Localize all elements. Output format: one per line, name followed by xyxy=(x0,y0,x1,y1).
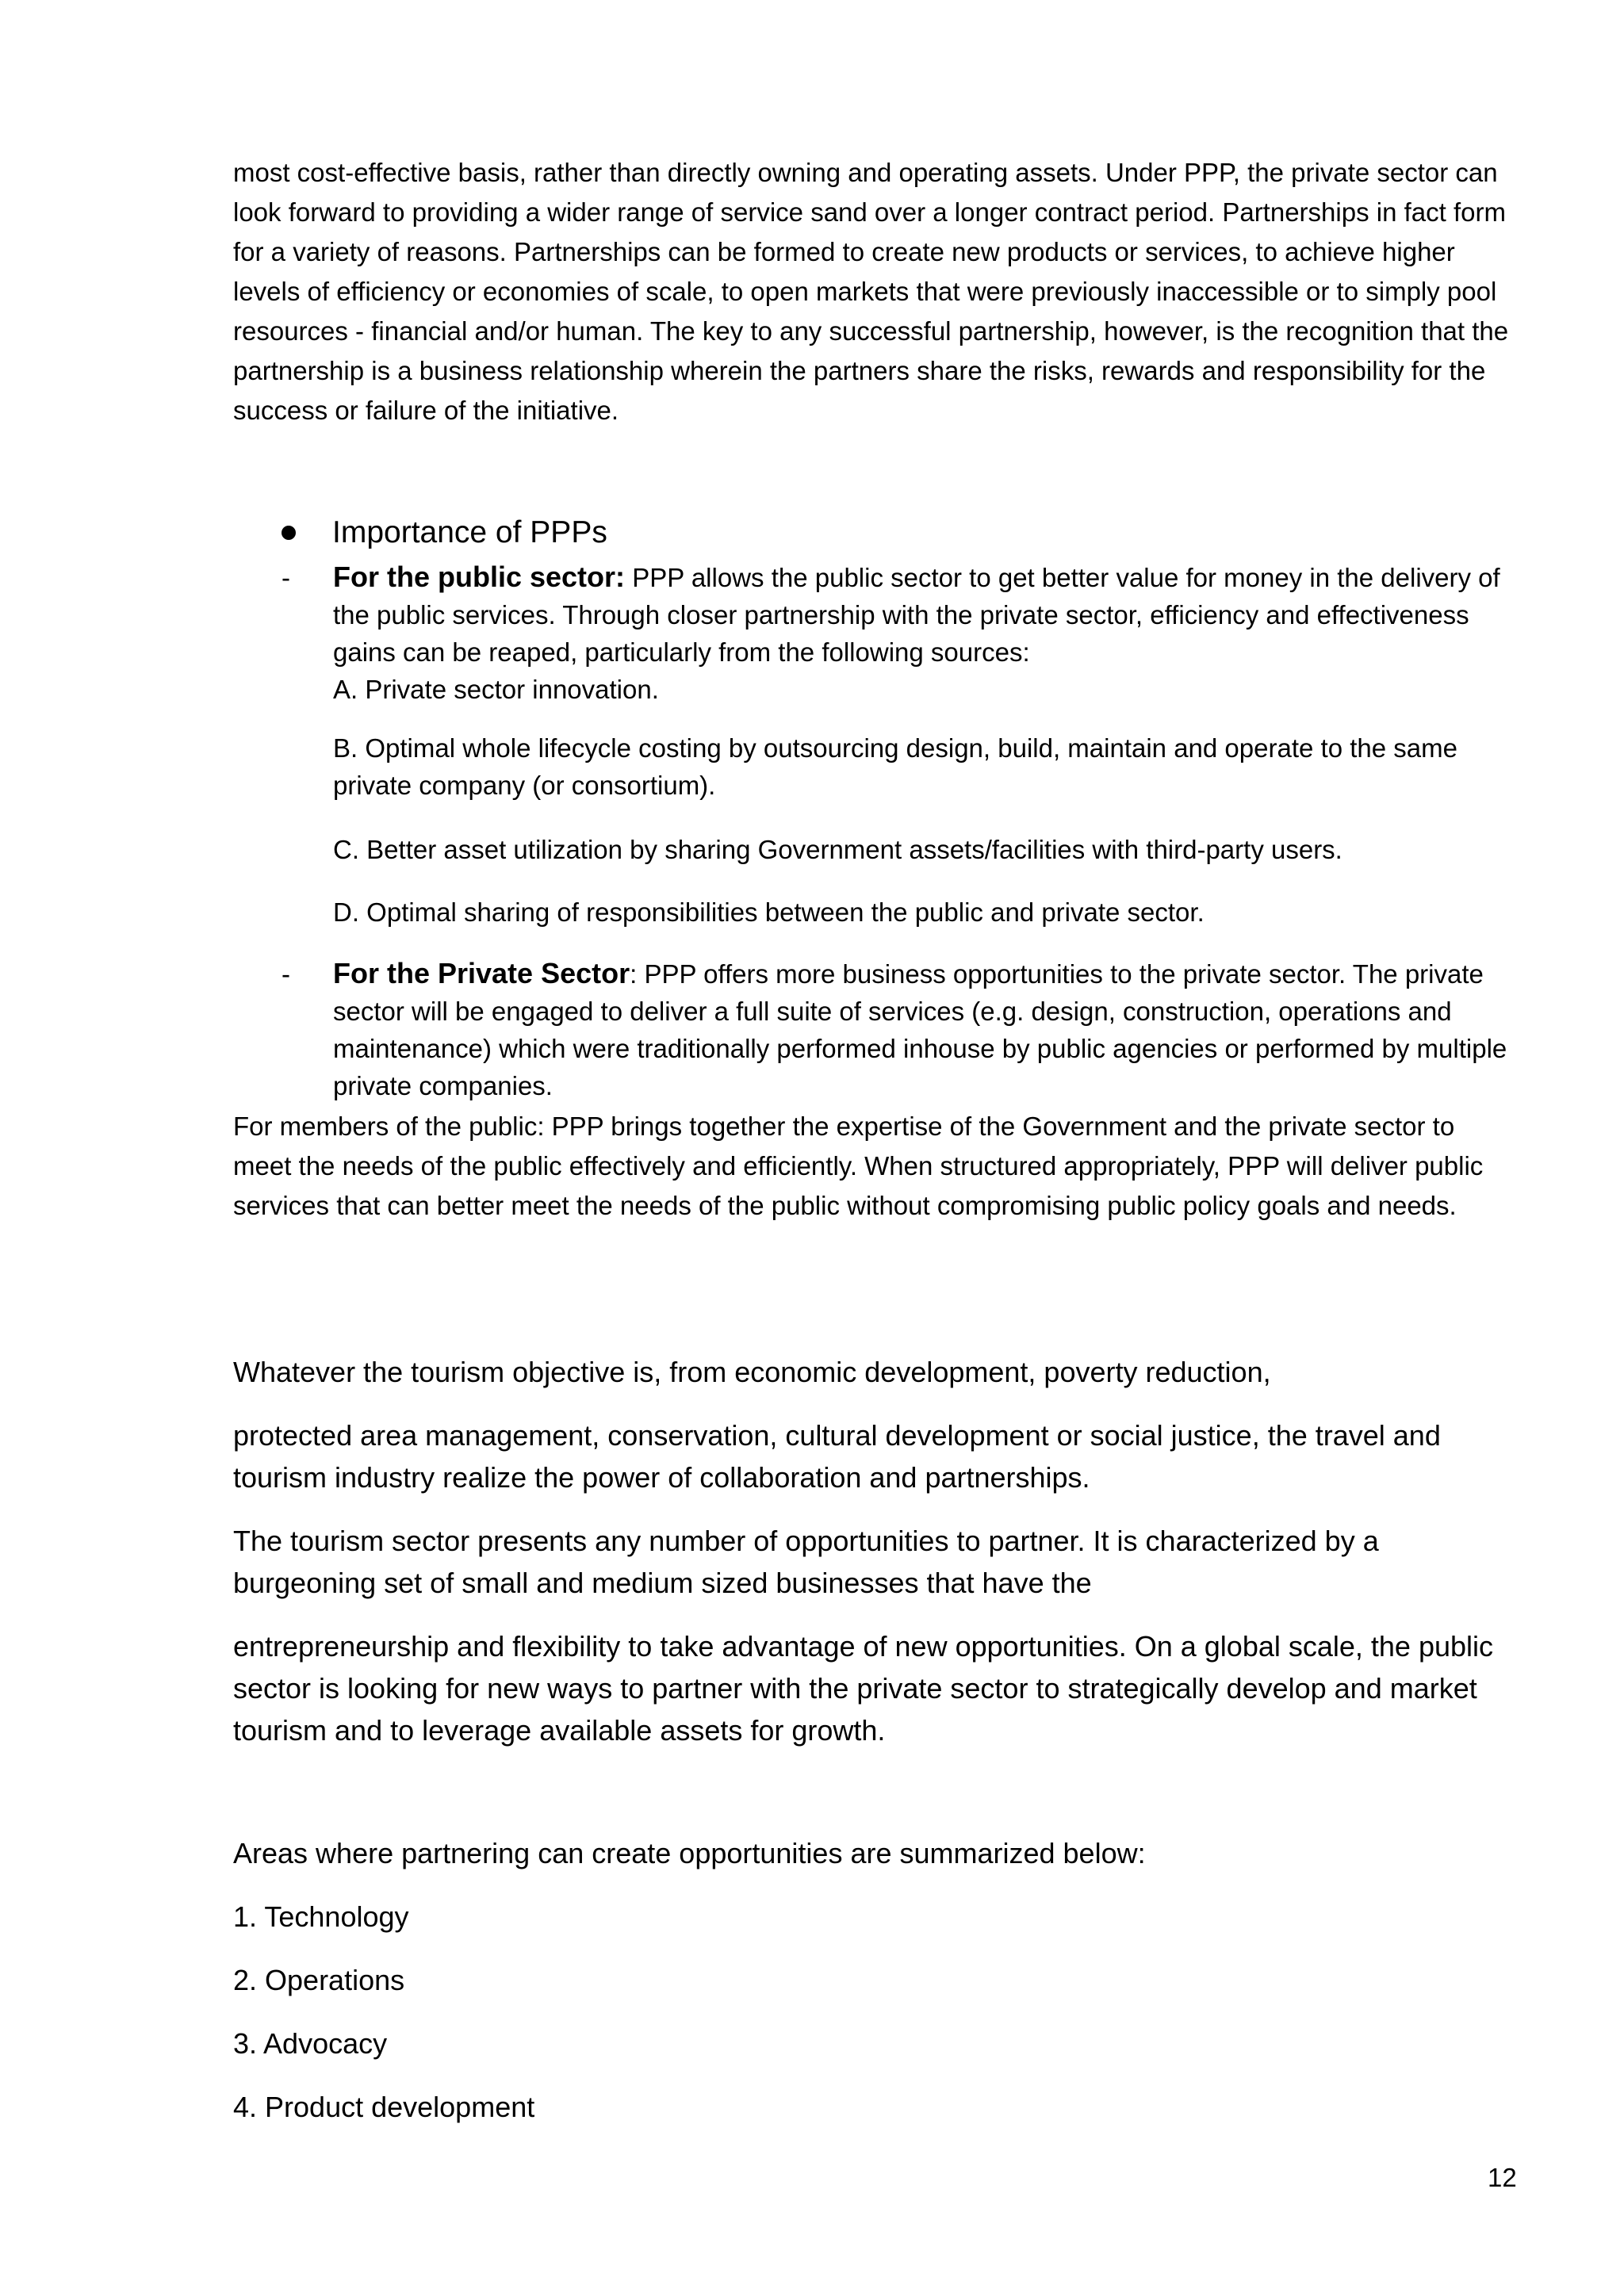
members-paragraph xyxy=(233,1107,1518,1226)
bullet-icon xyxy=(282,526,296,540)
public-sector-text: PPP allows the public sector to get better value for money in the delivery of the public services. Through closer partnership with the private sector, efficiency and effectiveness gains can be reaped, particularly from the following sources: xyxy=(333,563,1500,667)
tourism-paragraph-2 xyxy=(233,1414,1518,1498)
public-sector-item-c: C. Better asset utilization by sharing Government assets/facilities with third-party users. xyxy=(333,835,1342,864)
private-sector-label: For the Private Sector xyxy=(333,957,630,989)
areas-item-advocacy: 3. Advocacy xyxy=(233,2027,388,2060)
tourism-text-2: protected area management, conservation, cultural development or social justice, the travel and tourism industry realize the power of collaboration and partnerships. xyxy=(233,1419,1441,1494)
members-text: For members of the public: PPP brings together the expertise of the Government and the private sector to meet the needs of the public effectively and efficiently. When structured appropriately, PPP will deliver public services that can better meet the needs of the public without compromising public policy goals and needs. xyxy=(233,1112,1484,1220)
public-sector-paragraph xyxy=(333,558,1522,671)
dash-marker-private: - xyxy=(282,959,290,989)
tourism-text-1: Whatever the tourism objective is, from economic development, poverty reduction, xyxy=(233,1356,1271,1388)
areas-item-operations: 2. Operations xyxy=(233,1964,405,1996)
public-sector-item xyxy=(333,558,1522,708)
intro-text: most cost-effective basis, rather than directly owning and operating assets. Under PPP, the private sector can look forward to providing a wider range of service sand over a longer contract period. Partnerships in fact form for a variety of reasons. Partnerships can be formed to create new products or services, to achieve higher levels of efficiency or economies of scale, to open markets that were previously inaccessible or to simply pool resources - financial and/or human. The key to any successful partnership, however, is the recognition that the partnership is a business relationship wherein the partners share the risks, rewards and responsibility for the success or failure of the initiative. xyxy=(233,158,1509,425)
intro-paragraph xyxy=(233,153,1518,430)
private-sector-paragraph xyxy=(333,955,1522,1104)
private-sector-text: : PPP offers more business opportunities to the private sector. The private sector will be engaged to deliver a full suite of services (e.g. design, construction, operations and maintenance) which were traditionally performed inhouse by public agencies or performed by multiple private companies. xyxy=(333,959,1507,1100)
public-sector-item-d: D. Optimal sharing of responsibilities between the public and private sector. xyxy=(333,897,1205,927)
dash-marker-public: - xyxy=(282,563,290,592)
page-number: 12 xyxy=(1488,2163,1517,2192)
tourism-paragraph-3 xyxy=(233,1520,1518,1604)
tourism-text-3: The tourism sector presents any number of opportunities to partner. It is characterized by a burgeoning set of small and medium sized businesses that have the xyxy=(233,1525,1379,1599)
tourism-text-4: entrepreneurship and flexibility to take advantage of new opportunities. On a global scale, the public sector is looking for new ways to partner with the private sector to strategically develop and market tourism and to leverage available assets for growth. xyxy=(233,1630,1494,1747)
areas-item-product-development: 4. Product development xyxy=(233,2091,535,2123)
public-sector-label: For the public sector: xyxy=(333,561,626,593)
public-sector-item-a: A. Private sector innovation. xyxy=(333,675,659,704)
private-sector-item xyxy=(333,955,1522,1104)
importance-heading-text: Importance of PPPs xyxy=(332,515,607,549)
areas-intro: Areas where partnering can create opportunities are summarized below: xyxy=(233,1837,1146,1869)
tourism-paragraph-1 xyxy=(233,1351,1518,1393)
areas-item-technology: 1. Technology xyxy=(233,1900,409,1933)
public-sector-item-b: B. Optimal whole lifecycle costing by outsourcing design, build, maintain and operate to the same private company (or consortium). xyxy=(333,733,1457,800)
tourism-paragraph-4 xyxy=(233,1625,1518,1751)
